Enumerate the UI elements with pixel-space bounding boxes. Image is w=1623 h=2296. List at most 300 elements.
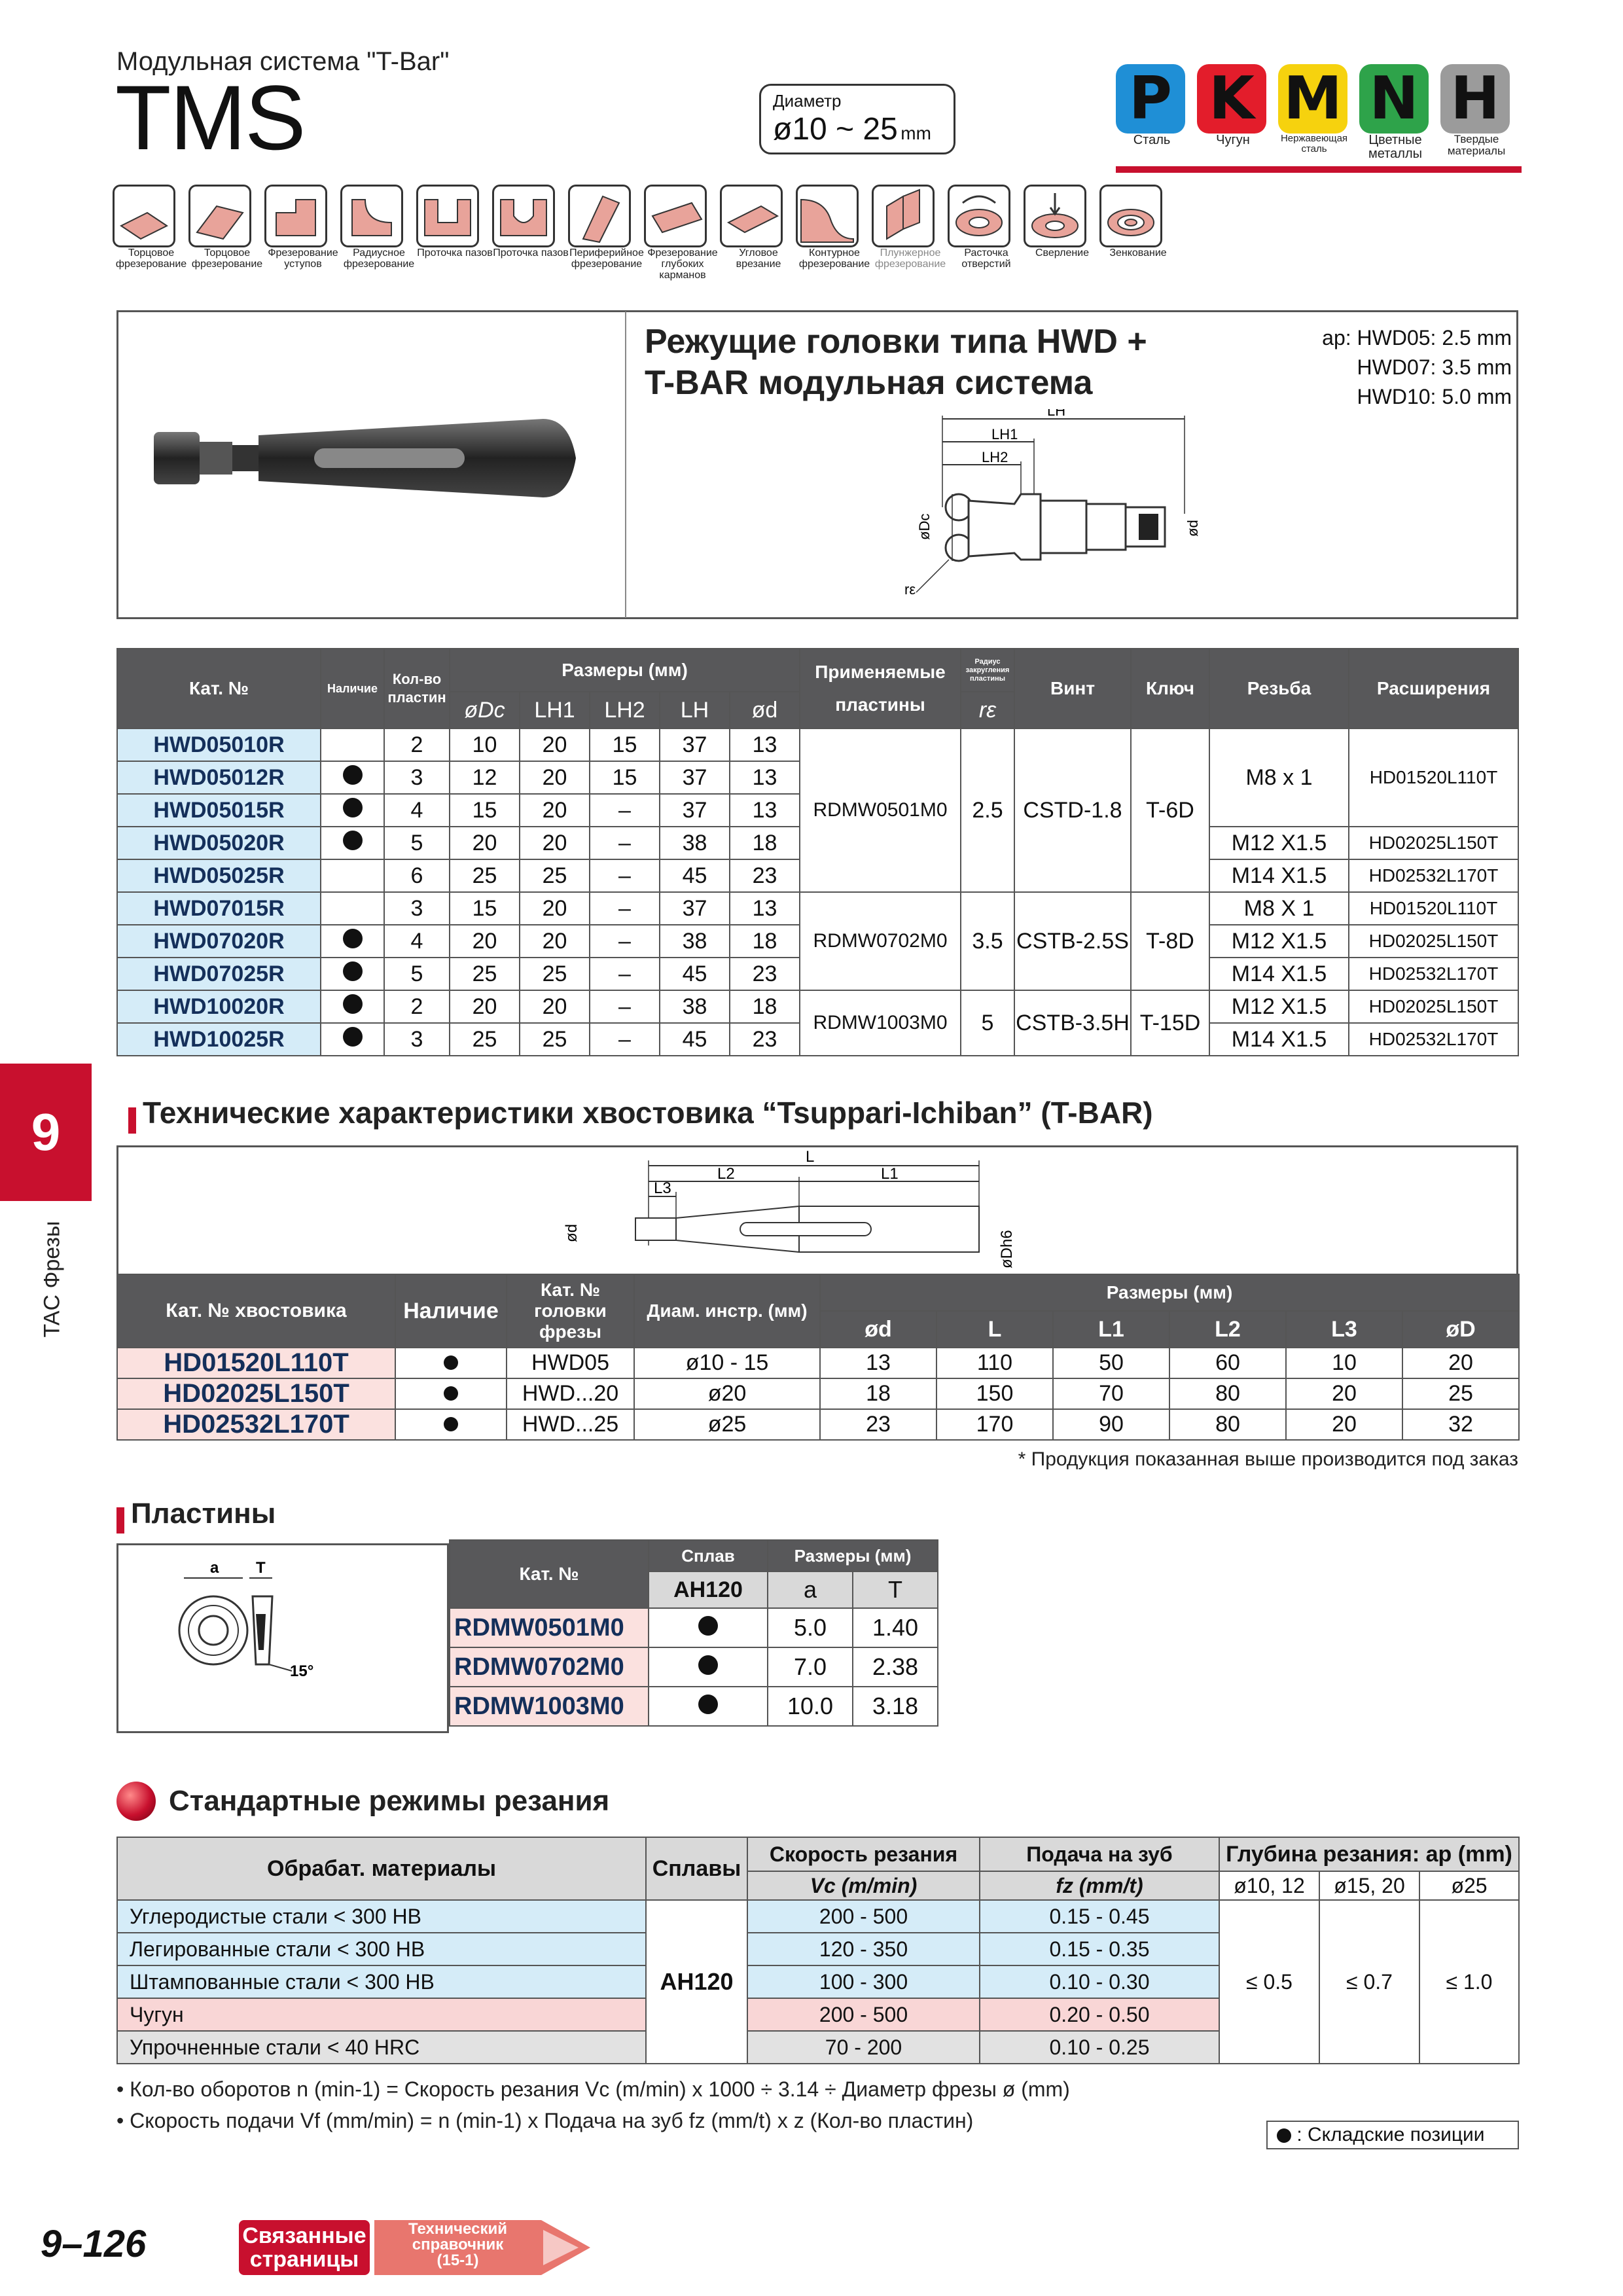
lh1: 20 (520, 794, 590, 827)
table-row (450, 1647, 938, 1687)
cat-number: HWD05012R (117, 761, 321, 794)
lh2: – (590, 794, 660, 827)
related-pages-label: Связанные страницы (242, 2223, 366, 2272)
col-lh: LH (660, 692, 730, 728)
product-divider (625, 312, 626, 618)
stock-dot (444, 1386, 458, 1401)
operation-label: Плунжерное фрезерование (874, 247, 946, 270)
shank-diam: ø25 (634, 1409, 820, 1440)
material-p-label: Сталь (1133, 133, 1171, 147)
operation-label: Торцовое фрезерование (191, 247, 263, 270)
dc: 12 (450, 761, 520, 794)
qty: 4 (384, 925, 450, 958)
col-depth-d1: ø10, 12 (1219, 1871, 1319, 1900)
ap-hwd07: HWD07: 3.5 mm (1357, 355, 1512, 379)
tech-reference-line2: справочник (412, 2236, 504, 2253)
col-ext: Расширения (1349, 649, 1518, 728)
shank-dim-l3: L3 (654, 1179, 671, 1197)
col-feed: Подача на зуб (980, 1837, 1219, 1871)
side-tab-number: 9 (31, 1103, 61, 1161)
related-pages-button[interactable] (239, 2220, 370, 2275)
radius-cell: 5 (961, 990, 1014, 1056)
speed-cell: 120 - 350 (747, 1933, 980, 1965)
speed-cell: 100 - 300 (747, 1965, 980, 1998)
product-title-1: Режущие головки типа HWD + (645, 323, 1147, 361)
col-shank-cat: Кат. № хвостовика (117, 1274, 395, 1348)
shank-cat-number: HD02532L170T (117, 1409, 395, 1440)
table-row (117, 1409, 1519, 1440)
dc: 25 (450, 859, 520, 892)
thread-cell: M14 X1.5 (1209, 958, 1349, 990)
col-speed-unit: Vc (m/min) (747, 1871, 980, 1900)
insert-angle: 15° (290, 1662, 314, 1680)
qty: 3 (384, 892, 450, 925)
col-t: T (853, 1571, 938, 1608)
avail-cell (321, 794, 384, 827)
thread-cell: M12 X1.5 (1209, 990, 1349, 1023)
stock-dot (343, 961, 363, 981)
stock-dot (343, 1027, 363, 1047)
lh2: 15 (590, 761, 660, 794)
ap-hwd05: ap: HWD05: 2.5 mm (1322, 326, 1512, 350)
cat-number: HWD05025R (117, 859, 321, 892)
lh: 45 (660, 958, 730, 990)
d: 13 (730, 761, 800, 794)
shank-l1: 70 (1053, 1378, 1169, 1409)
operation-label: Проточка пазов (417, 247, 493, 259)
lh: 37 (660, 794, 730, 827)
material-cell: Углеродистые стали < 300 HB (117, 1900, 646, 1933)
lh: 37 (660, 761, 730, 794)
ext-cell: HD01520L110T (1349, 728, 1518, 827)
table-row (450, 1687, 938, 1726)
avail-cell (395, 1378, 507, 1409)
shank-l3: 20 (1286, 1409, 1402, 1440)
insert-a: 7.0 (768, 1647, 853, 1687)
avail-cell (321, 1023, 384, 1056)
lh: 45 (660, 859, 730, 892)
dc: 15 (450, 794, 520, 827)
ext-cell: HD02532L170T (1349, 1023, 1518, 1056)
d: 13 (730, 728, 800, 761)
stock-legend-text: : Складские позиции (1296, 2124, 1485, 2145)
dc: 15 (450, 892, 520, 925)
col-thread: Резьба (1209, 649, 1349, 728)
depth-cell: ≤ 0.5 (1219, 1900, 1319, 2064)
radius-cell: 3.5 (961, 892, 1014, 990)
boring-icon (948, 185, 1010, 247)
diameter-label: Диаметр (773, 91, 842, 111)
avail-cell (321, 892, 384, 925)
lh1: 25 (520, 958, 590, 990)
shank-l: 110 (936, 1348, 1053, 1378)
col-shank-l1: L1 (1053, 1311, 1169, 1348)
lh: 38 (660, 990, 730, 1023)
col-inserts: Применяемые пластины (800, 649, 961, 728)
shank-dim-l2: L2 (717, 1165, 735, 1183)
operation-label: Сверление (1035, 247, 1090, 259)
material-h-badge: H (1440, 64, 1510, 134)
cat-number: HWD07020R (117, 925, 321, 958)
qty: 2 (384, 728, 450, 761)
col-key: Ключ (1131, 649, 1209, 728)
lh2: – (590, 958, 660, 990)
insert-cat-number: RDMW0501M0 (450, 1608, 649, 1647)
diameter-box (759, 84, 955, 154)
dc: 25 (450, 1023, 520, 1056)
col-depth-d3: ø25 (1419, 1871, 1519, 1900)
red-ball-icon (116, 1782, 156, 1821)
shank-cat-number: HD02025L150T (117, 1378, 395, 1409)
tech-reference-line3: (15-1) (437, 2251, 479, 2269)
thread-cell: M12 X1.5 (1209, 925, 1349, 958)
insert-cat-number: RDMW1003M0 (450, 1687, 649, 1726)
lh2: – (590, 990, 660, 1023)
col-shank-avail: Наличие (395, 1274, 507, 1348)
stock-dot (698, 1616, 718, 1636)
key-cell: T-6D (1131, 728, 1209, 892)
insert-drawing-box (116, 1543, 449, 1733)
shoulder-milling-icon (264, 185, 327, 247)
col-shank-diam: Диам. инстр. (мм) (634, 1274, 820, 1348)
stock-dot (343, 929, 363, 948)
material-k-label: Чугун (1216, 133, 1250, 147)
side-tab (0, 1064, 92, 1201)
lh: 37 (660, 728, 730, 761)
dc: 25 (450, 958, 520, 990)
key-cell: T-15D (1131, 990, 1209, 1056)
col-lh2: LH2 (590, 692, 660, 728)
shank-d: 13 (820, 1348, 936, 1378)
stock-dot (698, 1695, 718, 1714)
material-h-label: Твердые материалы (1447, 133, 1506, 157)
insert-t: 2.38 (853, 1647, 938, 1687)
depth-cell: ≤ 1.0 (1419, 1900, 1519, 2064)
grade-cell (649, 1647, 768, 1687)
insert-dim-t: T (256, 1559, 266, 1577)
ramping-icon (720, 185, 783, 247)
thread-cell: M8 x 1 (1209, 728, 1349, 827)
col-shank-d: ød (820, 1311, 936, 1348)
table-row (117, 990, 1518, 1023)
shank-head: HWD...25 (507, 1409, 634, 1440)
side-tab-label: TAC Фрезы (39, 1221, 65, 1338)
ext-cell: HD02025L150T (1349, 990, 1518, 1023)
shank-drawing-box (116, 1145, 1518, 1275)
operation-label: Фрезерование глубоких карманов (647, 247, 718, 281)
lh1: 20 (520, 827, 590, 859)
head-spec-table (116, 648, 1519, 1056)
grade-cell (649, 1687, 768, 1726)
material-cell: Чугун (117, 1998, 646, 2031)
screw-cell: CSTB-2.5S (1014, 892, 1131, 990)
section-marker (128, 1107, 136, 1134)
dc: 20 (450, 925, 520, 958)
feed-cell: 0.15 - 0.45 (980, 1900, 1219, 1933)
shank-l3: 20 (1286, 1378, 1402, 1409)
stock-dot (343, 765, 363, 785)
insert-t: 1.40 (853, 1608, 938, 1647)
insert-cell: RDMW0702M0 (800, 892, 961, 990)
key-cell: T-8D (1131, 892, 1209, 990)
qty: 2 (384, 990, 450, 1023)
col-radius: Радиус закругления пластины (961, 649, 1014, 692)
shank-l2: 80 (1169, 1378, 1286, 1409)
peripheral-milling-icon (568, 185, 631, 247)
shank-bigd: 32 (1402, 1409, 1519, 1440)
countersinking-icon (1099, 185, 1162, 247)
order-note: * Продукция показанная выше производится под заказ (1018, 1448, 1518, 1470)
dim-lh2: LH2 (982, 449, 1008, 465)
lh1: 25 (520, 859, 590, 892)
stock-dot (343, 798, 363, 817)
d: 23 (730, 958, 800, 990)
qty: 3 (384, 761, 450, 794)
product-photo (151, 406, 596, 511)
insert-t: 3.18 (853, 1687, 938, 1726)
operation-label: Торцовое фрезерование (115, 247, 187, 270)
dim-dc: øDc (916, 513, 933, 540)
dc: 20 (450, 827, 520, 859)
ext-cell: HD02025L150T (1349, 925, 1518, 958)
cat-number: HWD10025R (117, 1023, 321, 1056)
operation-label: Проточка пазов (493, 247, 569, 259)
table-row (117, 1348, 1519, 1378)
qty: 6 (384, 859, 450, 892)
screw-cell: CSTD-1.8 (1014, 728, 1131, 892)
avail-cell (321, 728, 384, 761)
feed-cell: 0.15 - 0.35 (980, 1933, 1219, 1965)
stock-dot (698, 1655, 718, 1675)
slotting-icon (416, 185, 479, 247)
d: 23 (730, 859, 800, 892)
col-cat: Кат. № (117, 649, 321, 728)
dim-lh: LH (1047, 409, 1066, 419)
lh: 38 (660, 827, 730, 859)
ap-hwd10: HWD10: 5.0 mm (1357, 385, 1512, 408)
lh2: 15 (590, 728, 660, 761)
material-cell: Упрочненные стали < 40 HRC (117, 2031, 646, 2064)
insert-cell: RDMW1003M0 (800, 990, 961, 1056)
col-shank-l3: L3 (1286, 1311, 1402, 1348)
shank-table (116, 1274, 1520, 1441)
dc: 20 (450, 990, 520, 1023)
avail-cell (321, 761, 384, 794)
d: 13 (730, 892, 800, 925)
table-row (117, 728, 1518, 761)
col-insert-sizes: Размеры (мм) (768, 1540, 938, 1571)
operation-label: Радиусное фрезерование (343, 247, 415, 270)
ext-cell: HD02025L150T (1349, 827, 1518, 859)
contour-milling-icon (796, 185, 859, 247)
face-milling-2-icon (188, 185, 251, 247)
operation-icons (113, 185, 1186, 289)
cat-number: HWD07015R (117, 892, 321, 925)
col-shank-l: L (936, 1311, 1053, 1348)
speed-cell: 200 - 500 (747, 1998, 980, 2031)
plunge-milling-icon (872, 185, 935, 247)
qty: 5 (384, 827, 450, 859)
shank-cat-number: HD01520L110T (117, 1348, 395, 1378)
shank-dim-d: ød (563, 1223, 580, 1242)
table-row (117, 892, 1518, 925)
dim-lh1: LH1 (991, 426, 1018, 442)
drilling-icon (1024, 185, 1086, 247)
cutting-table (116, 1837, 1520, 2064)
cat-number: HWD07025R (117, 958, 321, 990)
qty: 4 (384, 794, 450, 827)
cat-number: HWD05010R (117, 728, 321, 761)
stock-dot (444, 1355, 458, 1370)
col-d: ød (730, 692, 800, 728)
d: 13 (730, 794, 800, 827)
ext-cell: HD02532L170T (1349, 859, 1518, 892)
face-milling-icon (113, 185, 175, 247)
diameter-unit: mm (901, 123, 931, 143)
cat-number: HWD05020R (117, 827, 321, 859)
table-row (117, 1900, 1519, 1933)
dim-re: rε (904, 581, 916, 598)
lh1: 20 (520, 990, 590, 1023)
col-dc: øDc (450, 692, 520, 728)
material-p-badge: P (1116, 64, 1185, 134)
cat-number: HWD10020R (117, 990, 321, 1023)
col-avail: Наличие (321, 649, 384, 728)
insert-cat-number: RDMW0702M0 (450, 1647, 649, 1687)
insert-dim-a: a (210, 1559, 219, 1577)
stock-dot (343, 994, 363, 1014)
formula-feed: • Скорость подачи Vf (mm/min) = n (min-1) x Подача на зуб fz (mm/t) x z (Кол-во пластин) (116, 2109, 974, 2132)
shank-dim-dh6: øDh6 (998, 1230, 1016, 1268)
d: 23 (730, 1023, 800, 1056)
thread-cell: M8 X 1 (1209, 892, 1349, 925)
shank-l2: 60 (1169, 1348, 1286, 1378)
col-insert-cat: Кат. № (450, 1540, 649, 1608)
screw-cell: CSTB-3.5H (1014, 990, 1131, 1056)
speed-cell: 200 - 500 (747, 1900, 980, 1933)
feed-cell: 0.20 - 0.50 (980, 1998, 1219, 2031)
table-row (117, 1378, 1519, 1409)
feed-cell: 0.10 - 0.30 (980, 1965, 1219, 1998)
thread-cell: M14 X1.5 (1209, 859, 1349, 892)
thread-cell: M14 X1.5 (1209, 1023, 1349, 1056)
avail-cell (395, 1348, 507, 1378)
depth-cell: ≤ 0.7 (1319, 1900, 1419, 2064)
avail-cell (321, 859, 384, 892)
lh: 45 (660, 1023, 730, 1056)
tech-reference-line1: Технический (408, 2220, 507, 2238)
col-material: Обрабат. материалы (117, 1837, 646, 1900)
shank-l3: 10 (1286, 1348, 1402, 1378)
shank-bigd: 25 (1402, 1378, 1519, 1409)
col-shank-head: Кат. № головки фрезы (507, 1274, 634, 1348)
grade-cell (649, 1608, 768, 1647)
operation-label: Фрезерование уступов (268, 247, 338, 270)
ext-cell: HD01520L110T (1349, 892, 1518, 925)
page-title: TMS (115, 66, 305, 169)
shank-bigd: 20 (1402, 1348, 1519, 1378)
col-qty: Кол-во пластин (384, 649, 450, 728)
shank-l1: 90 (1053, 1409, 1169, 1440)
d: 18 (730, 990, 800, 1023)
ap-info (1217, 323, 1512, 412)
material-k-badge: K (1197, 64, 1266, 134)
insert-cell: RDMW0501M0 (800, 728, 961, 892)
radius-milling-icon (340, 185, 403, 247)
pocket-milling-icon (644, 185, 707, 247)
dim-d: ød (1185, 520, 1201, 537)
cat-number: HWD05015R (117, 794, 321, 827)
operation-label: Периферийное фрезерование (569, 247, 644, 270)
shank-head: HWD...20 (507, 1378, 634, 1409)
material-m-label: Нержавеющая сталь (1280, 133, 1348, 154)
lh1: 25 (520, 1023, 590, 1056)
shank-dim-l: L (806, 1148, 815, 1166)
header-rule (1116, 166, 1522, 173)
col-depth-d2: ø15, 20 (1319, 1871, 1419, 1900)
material-cell: Легированные стали < 300 HB (117, 1933, 646, 1965)
shank-head: HWD05 (507, 1348, 634, 1378)
shank-diam: ø20 (634, 1378, 820, 1409)
lh1: 20 (520, 728, 590, 761)
material-cell: Штампованные стали < 300 HB (117, 1965, 646, 1998)
lh2: – (590, 925, 660, 958)
qty: 5 (384, 958, 450, 990)
dc: 10 (450, 728, 520, 761)
shank-d: 18 (820, 1378, 936, 1409)
speed-cell: 70 - 200 (747, 2031, 980, 2064)
inserts-section-title: Пластины (116, 1498, 276, 1534)
operation-label: Зенкование (1109, 247, 1167, 259)
avail-cell (321, 925, 384, 958)
grade-cell: AH120 (646, 1900, 747, 2064)
col-alloy: Сплав (649, 1540, 768, 1571)
shank-diam: ø10 - 15 (634, 1348, 820, 1378)
radius-cell: 2.5 (961, 728, 1014, 892)
col-sizes: Размеры (мм) (450, 649, 800, 692)
material-badges (1116, 64, 1528, 169)
qty: 3 (384, 1023, 450, 1056)
tech-reference-link[interactable] (374, 2220, 597, 2275)
shank-l: 150 (936, 1378, 1053, 1409)
stock-dot (1277, 2128, 1291, 2143)
lh2: – (590, 859, 660, 892)
shank-l: 170 (936, 1409, 1053, 1440)
d: 18 (730, 827, 800, 859)
lh2: – (590, 1023, 660, 1056)
thread-cell: M12 X1.5 (1209, 827, 1349, 859)
material-m-badge: M (1278, 64, 1347, 134)
slotting-radius-icon (492, 185, 555, 247)
operation-label: Контурное фрезерование (798, 247, 870, 270)
stock-dot (343, 831, 363, 850)
material-n-label: Цветные металлы (1368, 133, 1422, 161)
insert-a: 10.0 (768, 1687, 853, 1726)
diameter-value: ø10 ~ 25 (773, 112, 898, 147)
ext-cell: HD02532L170T (1349, 958, 1518, 990)
avail-cell (321, 958, 384, 990)
lh: 38 (660, 925, 730, 958)
shank-d: 23 (820, 1409, 936, 1440)
page-subtitle: Модульная система "T-Bar" (116, 47, 450, 76)
col-shank-sizes: Размеры (мм) (820, 1274, 1519, 1311)
col-screw: Винт (1014, 649, 1131, 728)
lh2: – (590, 827, 660, 859)
shank-section-title: Технические характеристики хвостовика “Tsuppari-Ichiban” (T-BAR) (128, 1095, 1153, 1134)
insert-table (449, 1539, 938, 1727)
stock-dot (444, 1417, 458, 1431)
formula-rpm: • Кол-во оборотов n (min-1) = Скорость резания Vc (m/min) x 1000 ÷ 3.14 ÷ Диаметр фрезы ø (mm) (116, 2077, 1070, 2101)
